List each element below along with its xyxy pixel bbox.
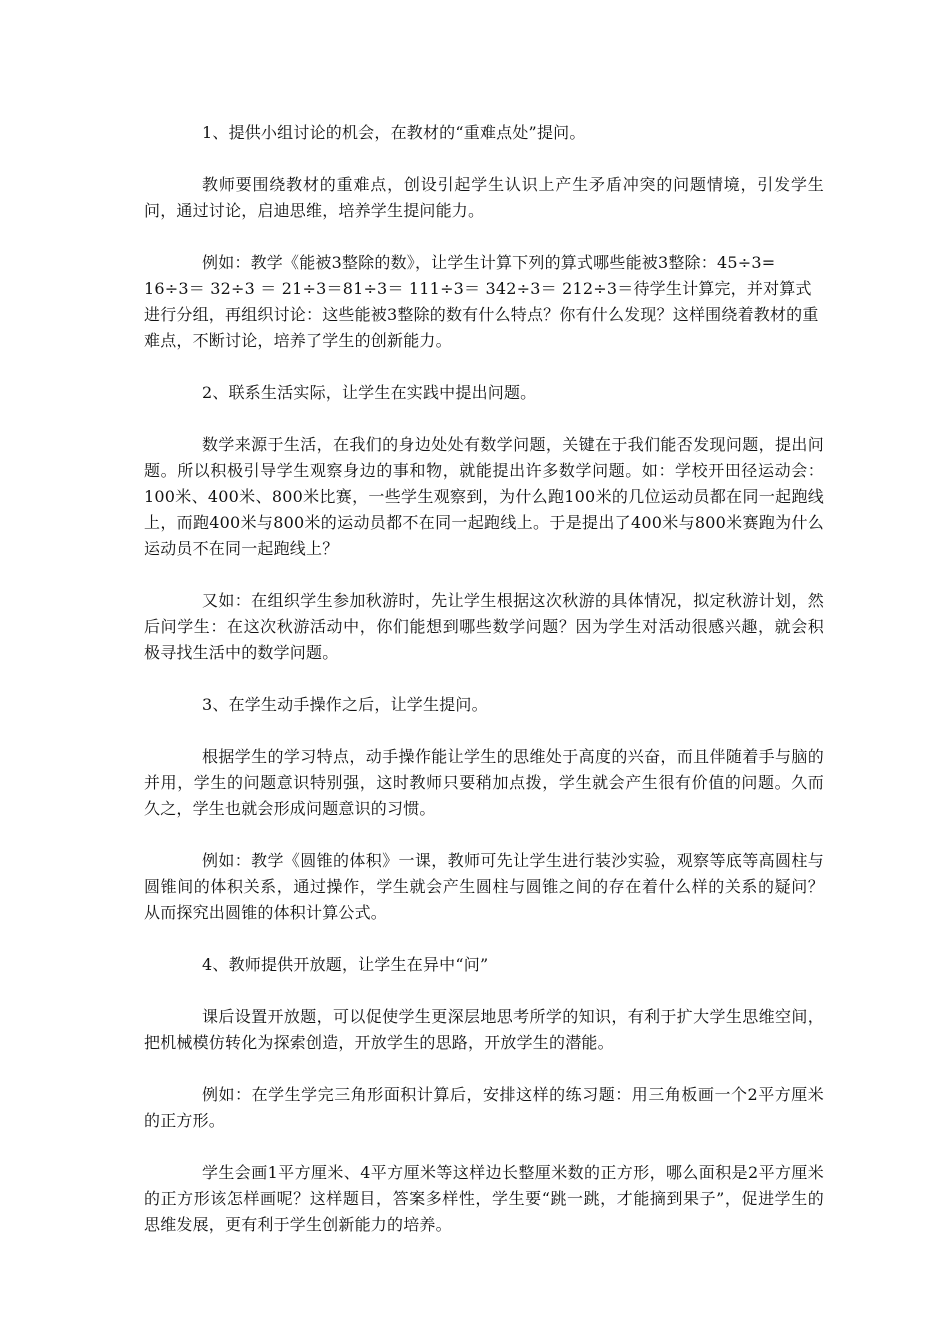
section-heading-2: 2、联系生活实际，让学生在实践中提出问题。 bbox=[202, 383, 537, 402]
paragraph-2: 数学来源于生活，在我们的身边处处有数学问题，关键在于我们能否发现问题，提出问题。所以积极引导学生观察身边的事和物，就能提出许多数学问题。如：学校开田径运动会：100米、400米、800米比赛，一些学生观察到，为什么跑100米的几位运动员都在同一起跑线上，而跑400米与800米的运动员都不在同一起跑线上。于是提出了400米与800米赛跑为什么运动员不在同一起跑线上？ bbox=[144, 435, 824, 558]
section-heading-4: 4、教师提供开放题，让学生在异中“问” bbox=[202, 955, 489, 974]
paragraph-8: 学生会画1平方厘米、4平方厘米等这样边长整厘米数的正方形，哪么面积是2平方厘米的正方形该怎样画呢？这样题目，答案多样性，学生要“跳一跳，才能摘到果子”，促进学生的思维发展，更有利于学生创新能力的培养。 bbox=[144, 1163, 824, 1234]
paragraph-example-1: 例如：教学《能被3整除的数》，让学生计算下列的算式哪些能被3整除：45÷3= 16÷3＝ 32÷3 ＝ 21÷3＝81÷3＝ 111÷3＝ 342÷3＝ 212÷3＝待学生计算完，并对算式进行分组，再组织讨论：这些能被3整除的数有什么特点？你有什么发现？这样围绕着教材的重难点，不断讨论，培养了学生的创新能力。 bbox=[144, 253, 819, 350]
paragraph-7: 例如：在学生学完三角形面积计算后，安排这样的练习题：用三角板画一个2平方厘米的正方形。 bbox=[144, 1085, 824, 1130]
paragraph-1: 教师要围绕教材的重难点，创设引起学生认识上产生矛盾冲突的问题情境，引发学生问，通过讨论，启迪思维，培养学生提问能力。 bbox=[144, 175, 824, 220]
document-body bbox=[144, 120, 824, 1264]
paragraph-4: 根据学生的学习特点，动手操作能让学生的思维处于高度的兴奋，而且伴随着手与脑的并用，学生的问题意识特别强，这时教师只要稍加点拨，学生就会产生很有价值的问题。久而久之，学生也就会形成问题意识的习惯。 bbox=[144, 747, 824, 818]
paragraph-6: 课后设置开放题，可以促使学生更深层地思考所学的知识，有利于扩大学生思维空间，把机械模仿转化为探索创造，开放学生的思路，开放学生的潜能。 bbox=[144, 1007, 824, 1052]
section-heading-1: 1、提供小组讨论的机会，在教材的“重难点处”提问。 bbox=[202, 123, 586, 142]
section-heading-3: 3、在学生动手操作之后，让学生提问。 bbox=[202, 695, 488, 714]
paragraph-3: 又如：在组织学生参加秋游时，先让学生根据这次秋游的具体情况，拟定秋游计划，然后问学生：在这次秋游活动中，你们能想到哪些数学问题？因为学生对活动很感兴趣，就会积极寻找生活中的数学问题。 bbox=[144, 591, 824, 662]
paragraph-5: 例如：教学《圆锥的体积》一课，教师可先让学生进行装沙实验，观察等底等高圆柱与圆锥间的体积关系，通过操作，学生就会产生圆柱与圆锥之间的存在着什么样的关系的疑问？从而探究出圆锥的体积计算公式。 bbox=[144, 851, 824, 922]
